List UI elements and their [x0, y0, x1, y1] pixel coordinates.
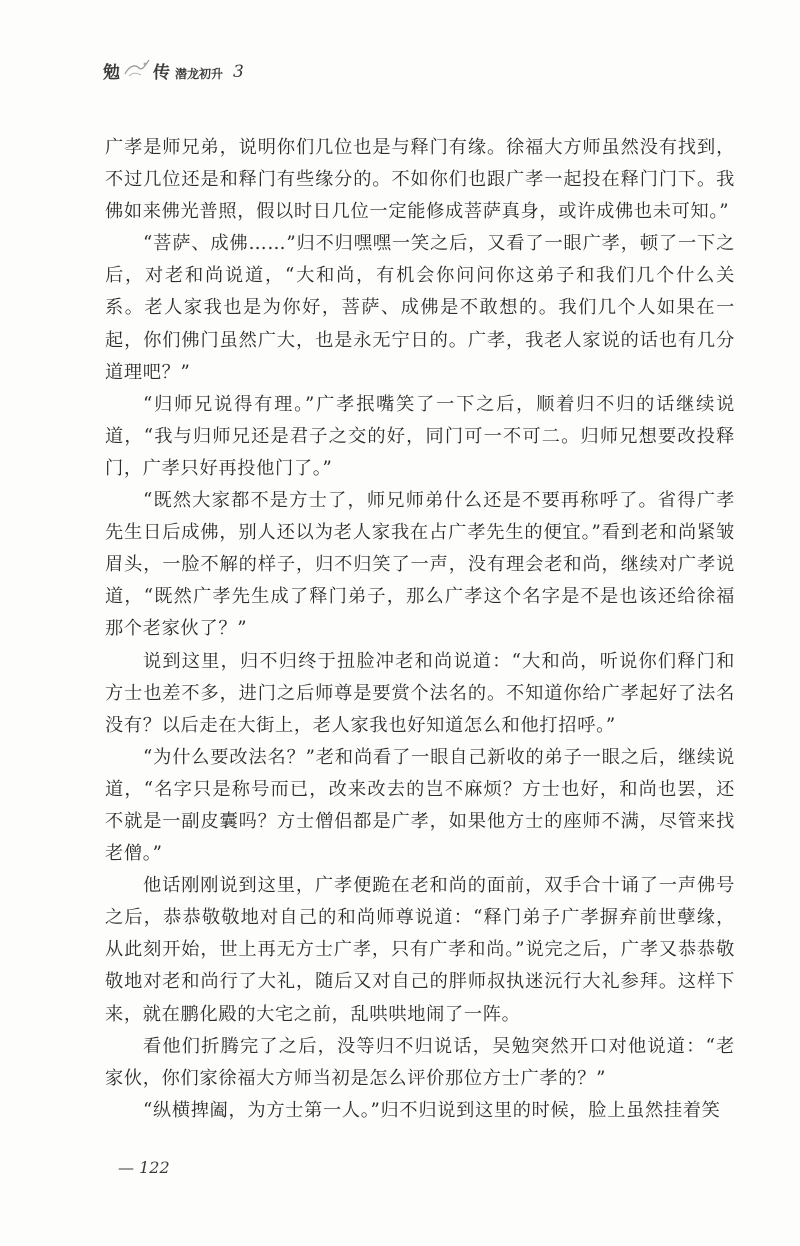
header-title-char-2: 传: [153, 63, 170, 83]
header-subtitle: 潜龙初升: [175, 67, 224, 81]
ink-swirl-icon: [123, 56, 151, 84]
paragraph: “归师兄说得有理。”广孝抿嘴笑了一下之后，顺着归不归的话继续说道，“我与归师兄还是君子之交的好，同门可一不可二。归师兄想要改投释门，广孝只好再投他门了。”: [105, 393, 735, 479]
paragraph: “纵横捭阖，为方士第一人。”归不归说到这里的时候，脸上虽然挂着笑: [143, 1099, 721, 1121]
paragraph: 看他们折腾完了之后，没等归不归说话，吴勉突然开口对他说道：“老家伙，你们家徐福大方师当初是怎么评价那位方士广孝的？”: [105, 1035, 735, 1089]
paragraph: 广孝是师兄弟，说明你们几位也是与释门有缘。徐福大方师虽然没有找到，不过几位还是和释门有些缘分的。不如你们也跟广孝一起投在释门门下。我佛如来佛光普照，假以时日几位一定能修成菩萨真身，或许成佛也未可知。”: [105, 137, 735, 223]
body-text: [105, 132, 735, 1127]
paragraph: 说到这里，归不归终于扭脸冲老和尚说道：“大和尚，听说你们释门和方士也差不多，进门之后师尊是要赏个法名的。不知道你给广孝起好了法名没有？以后走在大街上，老人家我也好知道怎么和他打招呼。”: [105, 650, 735, 736]
page-number: — 122: [118, 1158, 170, 1177]
running-header: [103, 50, 403, 90]
header-volume-number: 3: [233, 62, 244, 82]
paragraph: “菩萨、成佛……”归不归嘿嘿一笑之后，又看了一眼广孝，顿了一下之后，对老和尚说道，“大和尚，有机会你问问你这弟子和我们几个什么关系。老人家我也是为你好，菩萨、成佛是不敢想的。我们几个人如果在一起，你们佛门虽然广大，也是永无宁日的。广孝，我老人家说的话也有几分道理吧？”: [105, 233, 735, 383]
header-title-char-1: 勉: [103, 63, 120, 83]
paragraph: “既然大家都不是方士了，师兄师弟什么还是不要再称呼了。省得广孝先生日后成佛，别人还以为老人家我在占广孝先生的便宜。”看到老和尚紧皱眉头，一脸不解的样子，归不归笑了一声，没有理会老和尚，继续对广孝说道，“既然广孝先生成了释门弟子，那么广孝这个名字是不是也该还给徐福那个老家伙了？”: [105, 490, 735, 640]
paragraph: 他话刚刚说到这里，广孝便跪在老和尚的面前，双手合十诵了一声佛号之后，恭恭敬敬地对自己的和尚师尊说道：“释门弟子广孝摒弃前世孽缘，从此刻开始，世上再无方士广孝，只有广孝和尚。”说完之后，广孝又恭恭敬敬地对老和尚行了大礼，随后又对自己的胖师叔执迷沅行大礼参拜。这样下来，就在鹏化殿的大宅之前，乱哄哄地闹了一阵。: [105, 875, 735, 1025]
paragraph: “为什么要改法名？”老和尚看了一眼自己新收的弟子一眼之后，继续说道，“名字只是称号而已，改来改去的岂不麻烦？方士也好，和尚也罢，还不就是一副皮囊吗？方士僧侣都是广孝，如果他方士的座师不满，尽管来找老僧。”: [105, 746, 735, 865]
